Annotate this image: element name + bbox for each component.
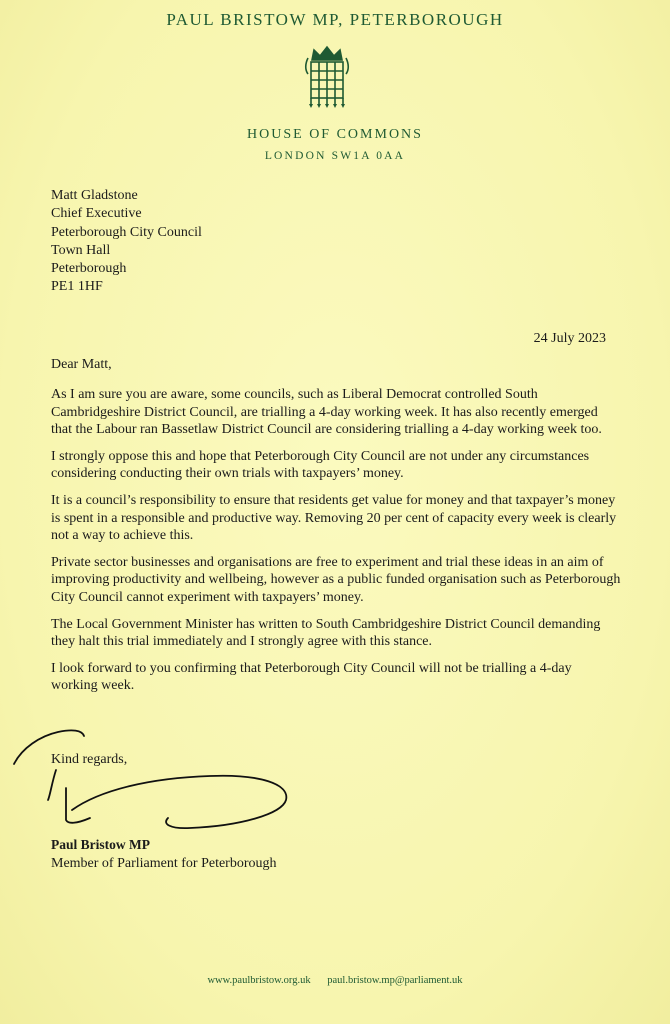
footer-email[interactable]: paul.bristow.mp@parliament.uk: [327, 975, 463, 986]
signatory-name: Paul Bristow MP: [51, 837, 150, 852]
body-paragraph: Private sector businesses and organisations are free to experiment and trial these ideas in an aim of improving productivity and wellbeing, however as a public funded organisation such as Peterborough City Council cannot experiment with taxpayers’ money.: [51, 554, 621, 605]
signatory-role: Member of Parliament for Peterborough: [51, 856, 277, 871]
recipient-address: [51, 187, 202, 297]
address-line: PE1 1HF: [51, 279, 103, 295]
body-paragraph: The Local Government Minister has written to South Cambridgeshire District Council demanding they halt this trial immediately and I strongly agree with this stance.: [51, 616, 601, 650]
letter-body: [51, 386, 621, 704]
letterhead-city: LONDON SW1A 0AA: [264, 150, 406, 162]
letter-date: 24 July 2023: [533, 331, 606, 346]
handwritten-signature: [0, 712, 310, 842]
body-paragraph: As I am sure you are aware, some councils, such as Liberal Democrat controlled South Cambridgeshire District Council, are trialling a 4-day working week. It has also recently emerged that the Labour ran Bassetlaw District Council are considering trialling a 4-day working week too.: [51, 387, 602, 438]
letterhead-name: PAUL BRISTOW MP, PETERBOROUGH: [166, 10, 504, 29]
letterhead-house: HOUSE OF COMMONS: [247, 127, 423, 142]
salutation: Dear Matt,: [51, 357, 112, 372]
footer-website[interactable]: www.paulbristow.org.uk: [207, 975, 311, 986]
portcullis-icon: [302, 44, 352, 110]
body-paragraph: It is a council’s responsibility to ensure that residents get value for money and that taxpayer’s money is spent in a responsible and productive way. Removing 20 per cent of capacity every week is clearly not a way to achieve this.: [51, 492, 617, 544]
closing: Kind regards,: [51, 752, 128, 767]
letter-footer: [0, 975, 670, 986]
address-line: Chief Executive: [51, 206, 142, 222]
address-line: Peterborough: [51, 261, 127, 277]
address-line: Peterborough City Council: [51, 224, 202, 240]
body-paragraph: I look forward to you confirming that Peterborough City Council will not be trialling a 4-day working week.: [51, 660, 572, 694]
address-line: Town Hall: [51, 242, 111, 258]
body-paragraph: I strongly oppose this and hope that Peterborough City Council are not under any circumstances considering conducting their own trials with taxpayers’ money.: [51, 448, 590, 482]
address-line: Matt Gladstone: [51, 188, 138, 203]
